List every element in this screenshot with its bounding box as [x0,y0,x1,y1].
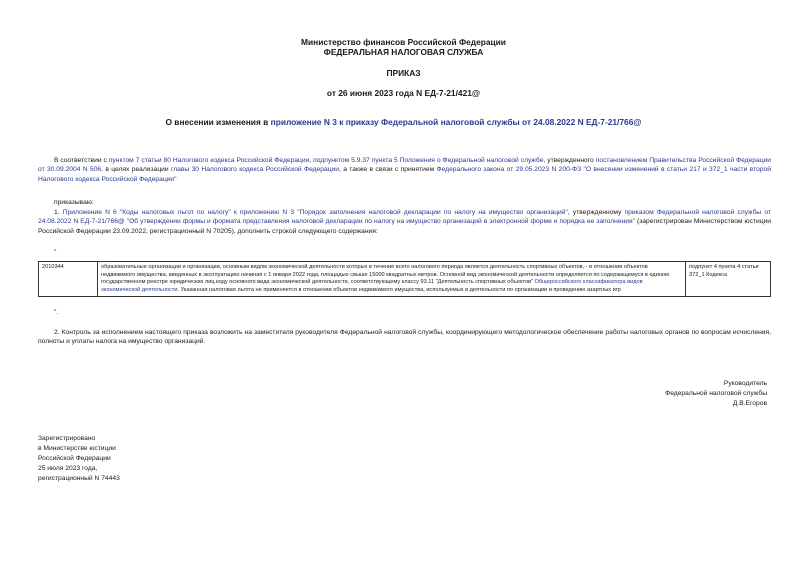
doc-title-prefix: О внесении изменения в [165,117,271,127]
description-text: образовательные организации и организации, основным видом экономической деятельности которых в течение всего налогового периода является деятельность спортивных объектов, - в отношении объектов недвижимого имущества, введенных в эксплуатацию начиная с 1 января 2022 года, площадью свыше 15000 квадратных метров. Основной вид экономической деятельности определяется по содержащемуся в едином государственном реестре юридических лиц коду основного вида экономической деятельности, соответствующему классу 93.11 "Деятельность спортивных объектов" [101,264,669,286]
signature-name: Д.В.Егоров [732,400,767,407]
signature-position: Руководитель [723,380,767,387]
preamble-text: , а также в связи с принятием [339,166,437,174]
registration-line: в Министерстве юстиции [38,445,116,452]
table-row [39,262,771,297]
ministry-name: Министерство финансов Российской Федерации [301,37,506,47]
doc-type: ПРИКАЗ [386,68,421,78]
preamble-text: , [309,157,314,164]
preamble [38,156,771,184]
preamble-text: , утвержденного [543,157,596,164]
item-2 [38,328,771,347]
registration-block [38,434,120,484]
item-link[interactable]: приказом Федеральной налоговой службы от 24.08.2022 N ЕД-7-21/766@ "Об утверждении формы и формата представления налоговой декларации по налогу на имущество организаций в электронной форме и порядка ее заполнения" [38,209,771,226]
registration-line: Российской Федерации [38,455,111,462]
preamble-link[interactable]: подпунктом 5.9.37 пункта 5 Положения о Федеральной налоговой службе [313,157,544,164]
quote-open: " [54,249,57,256]
preamble-link[interactable]: пунктом 7 статьи 80 Налогового кодекса Российской Федерации [108,157,310,164]
description-text: . Указанная налоговая льгота не применяется в отношении объектов недвижимого имущества, используемых в деятельности по организации и проведению азартных игр [177,286,621,293]
registration-line: Зарегистрировано [38,435,96,442]
preamble-link[interactable]: главы 30 Налогового кодекса Российской Федерации [170,166,340,174]
benefit-code-cell: 2010344 [39,262,98,297]
doc-title [0,117,807,127]
preamble-text: В соответствии с [54,157,109,164]
item-2-text: 2. Контроль за исполнением настоящего приказа возложить на заместителя руководителя Федеральной налоговой службы, координирующего методологическое обеспечение работы налоговых органов по вопросам исчисления, полноты и уплаты налога на имущество организаций. [38,329,771,346]
preamble-link[interactable]: Федерального закона от 29.05.2023 N 200-ФЗ "О внесении изменений в статьи 217 и 372_1 части второй Налогового кодекса Российской Федерации" [38,166,771,183]
item-text: 1. [54,209,63,216]
signature-block [665,379,767,409]
doc-title-link[interactable]: приложение N 3 к приказу Федеральной налоговой службы от 24.08.2022 N ЕД-7-21/766@ [270,117,642,127]
signature-organization: Федеральной налоговой службы [665,390,767,397]
preamble-link[interactable]: постановлением Правительства Российской Федерации от 30.09.2004 N 506 [38,157,772,174]
item-link[interactable]: Приложение N 6 "Коды налоговых льгот по налогу" к приложению N 3 "Порядок заполнения налоговой декларации по налогу на имущество организаций" [62,209,568,216]
registration-number: регистрационный N 74443 [38,475,120,482]
item-1 [38,208,771,236]
order-word: приказываю: [54,199,94,206]
amendment-table [38,261,771,297]
registration-date: 25 июля 2023 года, [38,465,98,472]
doc-date-number: от 26 июня 2023 года N ЕД-7-21/421@ [326,88,481,98]
preamble-text: , в целях реализации [101,166,171,174]
quote-close: ". [54,309,59,316]
item-text: , утвержденному [567,209,625,216]
okved-link[interactable]: Общероссийского классификатора видов экономической деятельности [101,279,643,293]
benefit-description-cell [98,262,686,297]
service-name: ФЕДЕРАЛЬНАЯ НАЛОГОВАЯ СЛУЖБА [323,47,484,57]
benefit-reference-cell: подпункт 4 пункта 4 статьи 372_1 Кодекса [686,262,771,297]
item-text: (зарегистрирован Министерством юстиции Российской Федерации 23.09.2022, регистрационный N 70205), дополнить строкой следующего содержания: [38,218,771,235]
